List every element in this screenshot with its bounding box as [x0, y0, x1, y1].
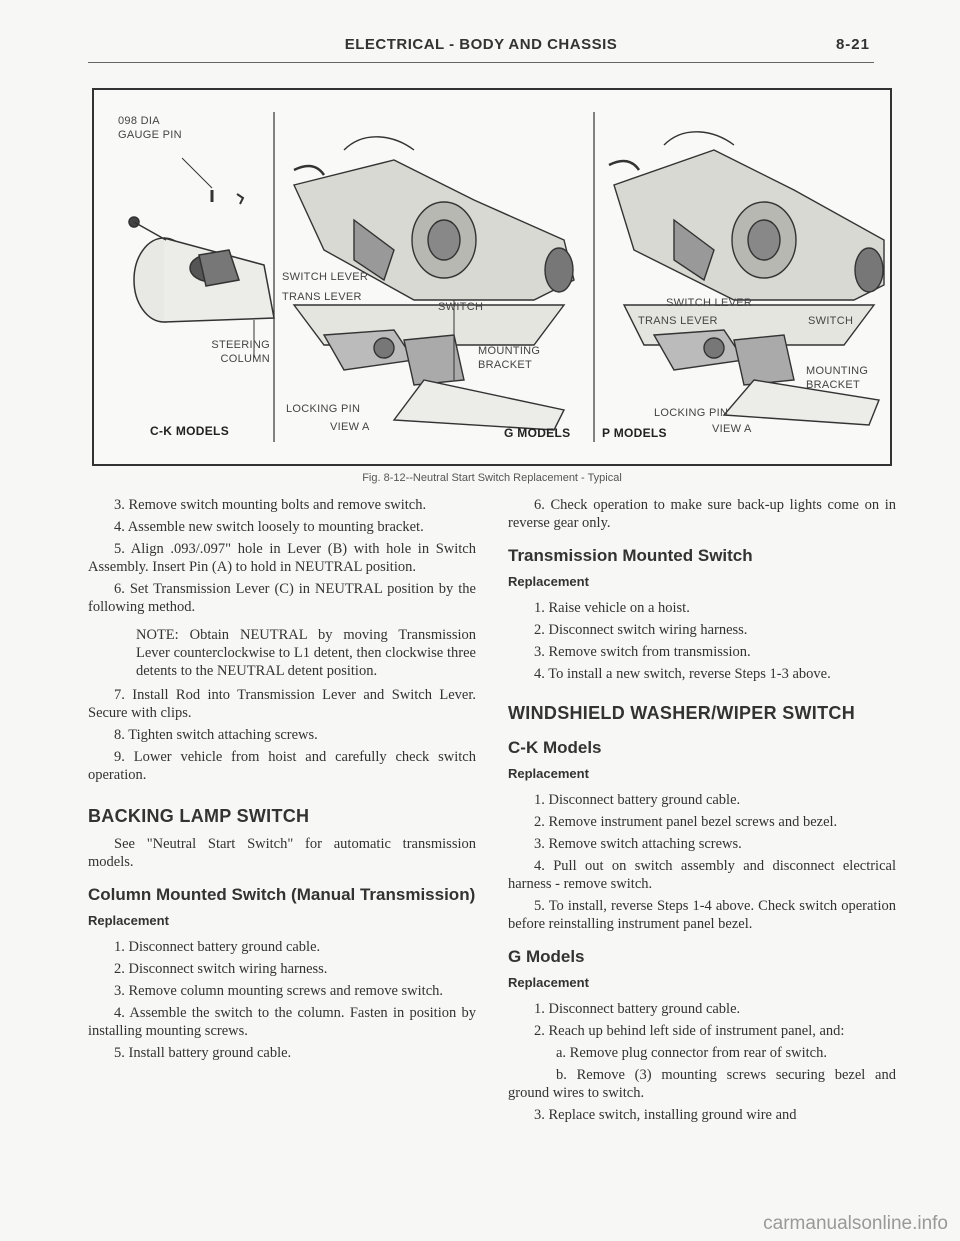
g-step-2a: a. Remove plug connector from rear of switch. — [556, 1045, 827, 1061]
label-p-switch-lever: SWITCH LEVER — [666, 297, 753, 309]
g-step-2: 2. Reach up behind left side of instrument panel, and: — [534, 1023, 845, 1039]
column-step-2: 2. Disconnect switch wiring harness. — [114, 961, 328, 977]
label-gauge-pin: 098 DIA GAUGE PIN — [118, 115, 182, 141]
label-g-switch: SWITCH — [438, 301, 484, 313]
step-8-tighten-screws: 8. Tighten switch attaching screws. — [114, 727, 318, 743]
heading-transmission-mounted-switch: Transmission Mounted Switch — [508, 546, 753, 565]
g-step-3: 3. Replace switch, installing ground wire and — [534, 1107, 797, 1123]
trans-step-1: 1. Raise vehicle on a hoist. — [534, 600, 690, 616]
label-p-models: P MODELS — [602, 426, 667, 440]
label-g-models: G MODELS — [504, 426, 571, 440]
page-number: 8-21 — [835, 36, 870, 53]
heading-ck-models: C-K Models — [508, 738, 602, 757]
heading-replacement: Replacement — [508, 574, 589, 589]
label-p-mounting-bracket: MOUNTING BRACKET — [806, 365, 869, 391]
label-p-view-a: VIEW A — [712, 423, 752, 435]
trans-step-4: 4. To install a new switch, reverse Steps 1-3 above. — [534, 666, 831, 682]
heading-g-models: G Models — [508, 947, 585, 966]
label-g-trans-lever: TRANS LEVER — [282, 291, 362, 303]
step-4-assemble-switch: 4. Assemble new switch loosely to mounting bracket. — [114, 519, 424, 535]
page-title: ELECTRICAL - BODY AND CHASSIS — [344, 36, 618, 53]
column-step-5: 5. Install battery ground cable. — [114, 1045, 292, 1061]
heading-replacement: Replacement — [508, 766, 589, 781]
heading-replacement: Replacement — [88, 913, 169, 928]
right-column — [508, 496, 896, 1128]
label-p-switch: SWITCH — [808, 315, 854, 327]
label-g-locking-pin: LOCKING PIN — [286, 403, 361, 415]
heading-replacement: Replacement — [508, 975, 589, 990]
heading-windshield-washer-wiper-switch: WINDSHIELD WASHER/WIPER SWITCH — [508, 703, 855, 723]
label-p-locking-pin: LOCKING PIN — [654, 407, 729, 419]
label-steering-column: STEERING COLUMN — [211, 339, 270, 365]
label-ck-models: C-K MODELS — [150, 424, 229, 438]
step-7-install-rod: 7. Install Rod into Transmission Lever and Switch Lever. Secure with clips. — [88, 687, 476, 721]
header-rule — [88, 62, 874, 63]
note-neutral: NOTE: Obtain NEUTRAL by moving Transmission Lever counterclockwise to L1 detent, then clockwise three detents to the NEUTRAL detent position. — [136, 627, 476, 679]
figure-illustration — [94, 90, 890, 464]
trans-step-3: 3. Remove switch from transmission. — [534, 644, 751, 660]
heading-column-mounted-switch: Column Mounted Switch (Manual Transmission) — [88, 885, 476, 904]
figure-caption: Fig. 8-12--Neutral Start Switch Replacement - Typical — [362, 472, 622, 484]
ck-step-4: 4. Pull out on switch assembly and disconnect electrical harness - remove switch. — [508, 858, 896, 892]
backing-lamp-text: See "Neutral Start Switch" for automatic transmission models. — [88, 836, 476, 870]
label-g-view-a: VIEW A — [330, 421, 370, 433]
column-step-4: 4. Assemble the switch to the column. Fasten in position by installing mounting screws. — [88, 1005, 476, 1039]
figure-neutral-start-switch — [92, 88, 892, 466]
ck-step-5: 5. To install, reverse Steps 1-4 above. Check switch operation before reinstalling instrument panel bezel. — [508, 898, 896, 932]
step-6-check-operation: 6. Check operation to make sure back-up lights come on in reverse gear only. — [508, 497, 896, 531]
column-step-1: 1. Disconnect battery ground cable. — [114, 939, 321, 955]
trans-step-2: 2. Disconnect switch wiring harness. — [534, 622, 748, 638]
step-5-align-hole: 5. Align .093/.097" hole in Lever (B) with hole in Switch Assembly. Insert Pin (A) to hold in NEUTRAL position. — [88, 541, 476, 575]
watermark: carmanualsonline.info — [763, 1213, 948, 1234]
ck-step-2: 2. Remove instrument panel bezel screws and bezel. — [534, 814, 838, 830]
ck-step-3: 3. Remove switch attaching screws. — [534, 836, 742, 852]
g-step-2b: b. Remove (3) mounting screws securing bezel and ground wires to switch. — [508, 1067, 896, 1101]
label-g-mounting-bracket: MOUNTING BRACKET — [478, 345, 541, 371]
running-header — [88, 36, 874, 58]
step-3-remove-switch: 3. Remove switch mounting bolts and remove switch. — [114, 497, 427, 513]
column-step-3: 3. Remove column mounting screws and remove switch. — [114, 983, 444, 999]
step-6-set-lever: 6. Set Transmission Lever (C) in NEUTRAL position by the following method. — [88, 581, 476, 615]
label-g-switch-lever: SWITCH LEVER — [282, 271, 369, 283]
heading-backing-lamp-switch: BACKING LAMP SWITCH — [88, 806, 310, 826]
ck-step-1: 1. Disconnect battery ground cable. — [534, 792, 741, 808]
label-p-trans-lever: TRANS LEVER — [638, 315, 718, 327]
g-step-1: 1. Disconnect battery ground cable. — [534, 1001, 741, 1017]
left-column — [88, 496, 476, 1066]
step-9-lower-vehicle: 9. Lower vehicle from hoist and carefully check switch operation. — [88, 749, 476, 783]
